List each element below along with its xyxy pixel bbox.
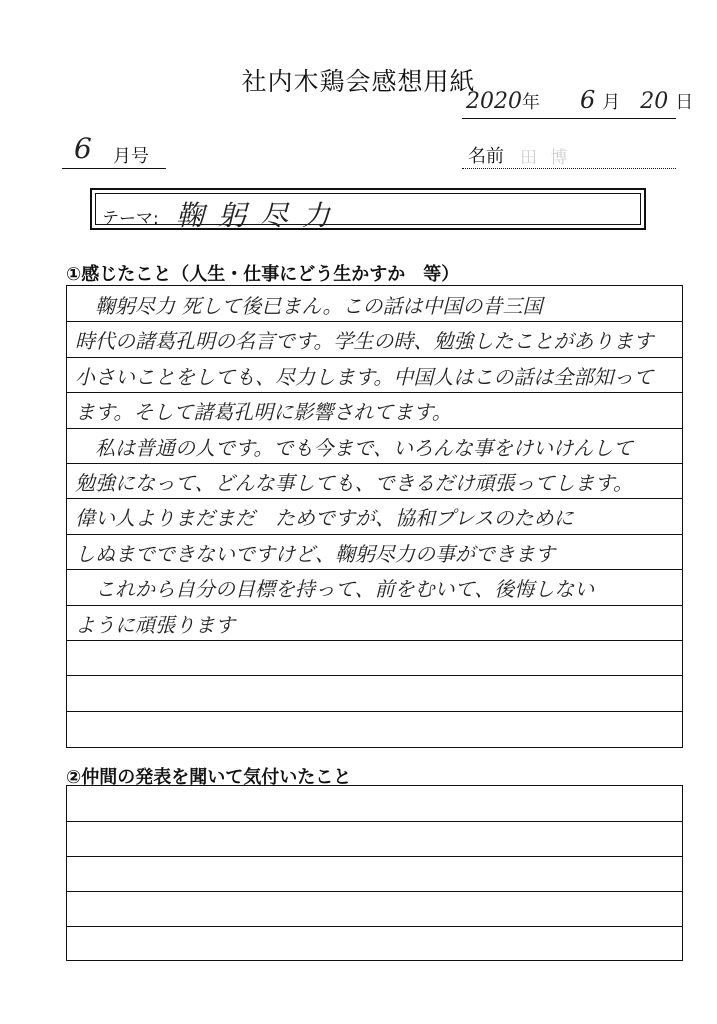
issue-month-label: 月号 bbox=[113, 146, 149, 167]
handwritten-line: しぬまでできないですけど、鞠躬尽力の事ができます bbox=[75, 541, 555, 566]
section1-writing-area bbox=[66, 285, 683, 748]
handwritten-line: 勉強になって、どんな事しても、できるだけ頑張ってします。 bbox=[75, 471, 633, 495]
date bbox=[466, 86, 693, 114]
ruled-line bbox=[67, 498, 682, 499]
handwritten-line: 私は普通の人です。でも今まで、いろんな事をけいけんして bbox=[75, 435, 633, 460]
ruled-line bbox=[67, 463, 682, 464]
handwritten-line: 偉い人よりまだまだ ためですが、協和プレスのために bbox=[75, 506, 574, 531]
ruled-line bbox=[67, 605, 682, 606]
theme-value: 鞠躬尽力 bbox=[176, 199, 345, 232]
ruled-line bbox=[67, 926, 682, 927]
name-label: 名前 bbox=[468, 146, 504, 167]
ruled-line bbox=[67, 321, 682, 322]
issue-month-underline bbox=[62, 168, 166, 169]
ruled-line bbox=[67, 856, 682, 857]
ruled-line bbox=[67, 392, 682, 393]
handwritten-line: 小さいことをしても、尽力します。中国人はこの話は全部知って bbox=[75, 364, 654, 389]
name-underline bbox=[462, 168, 676, 169]
ruled-line bbox=[67, 675, 682, 676]
ruled-line bbox=[67, 640, 682, 641]
date-year: 2020 bbox=[466, 89, 522, 114]
date-year-label: 年 bbox=[522, 92, 540, 113]
section1-heading: ①感じたこと（人生・仕事にどう生かすか 等） bbox=[66, 264, 460, 285]
ruled-line bbox=[67, 891, 682, 892]
section2-heading: ②仲間の発表を聞いて気付いたこと bbox=[66, 767, 352, 788]
handwritten-line: ます。そして諸葛孔明に影響されてます。 bbox=[75, 400, 452, 425]
theme-label: テーマ: bbox=[102, 209, 159, 229]
ruled-line bbox=[67, 357, 682, 358]
ruled-line bbox=[67, 569, 682, 570]
page-title: 社内木鶏会感想用紙 bbox=[241, 67, 476, 96]
theme-box bbox=[90, 188, 646, 230]
handwritten-line: 時代の諸葛孔明の名言です。学生の時、勉強したことがあります bbox=[75, 329, 654, 354]
ruled-line bbox=[67, 428, 682, 429]
date-day-label: 日 bbox=[675, 92, 694, 113]
ruled-line bbox=[67, 821, 682, 822]
theme-box-inner bbox=[95, 193, 641, 232]
issue-month: 6 bbox=[74, 132, 92, 165]
ruled-line bbox=[67, 534, 682, 535]
handwritten-line: これから自分の目標を持って、前をむいて、後悔しない bbox=[75, 577, 595, 602]
name-value: 田 博 bbox=[520, 148, 572, 168]
date-underline bbox=[462, 118, 676, 119]
handwritten-line: 鞠躬尽力 死して後已まん。この話は中国の昔三国 bbox=[75, 294, 543, 318]
section2-writing-area bbox=[66, 785, 683, 961]
date-month: 6 bbox=[580, 86, 596, 114]
handwritten-line: ように頑張ります bbox=[75, 612, 235, 637]
date-day: 20 bbox=[640, 89, 669, 114]
ruled-line bbox=[67, 711, 682, 712]
date-month-label: 月 bbox=[602, 92, 621, 113]
